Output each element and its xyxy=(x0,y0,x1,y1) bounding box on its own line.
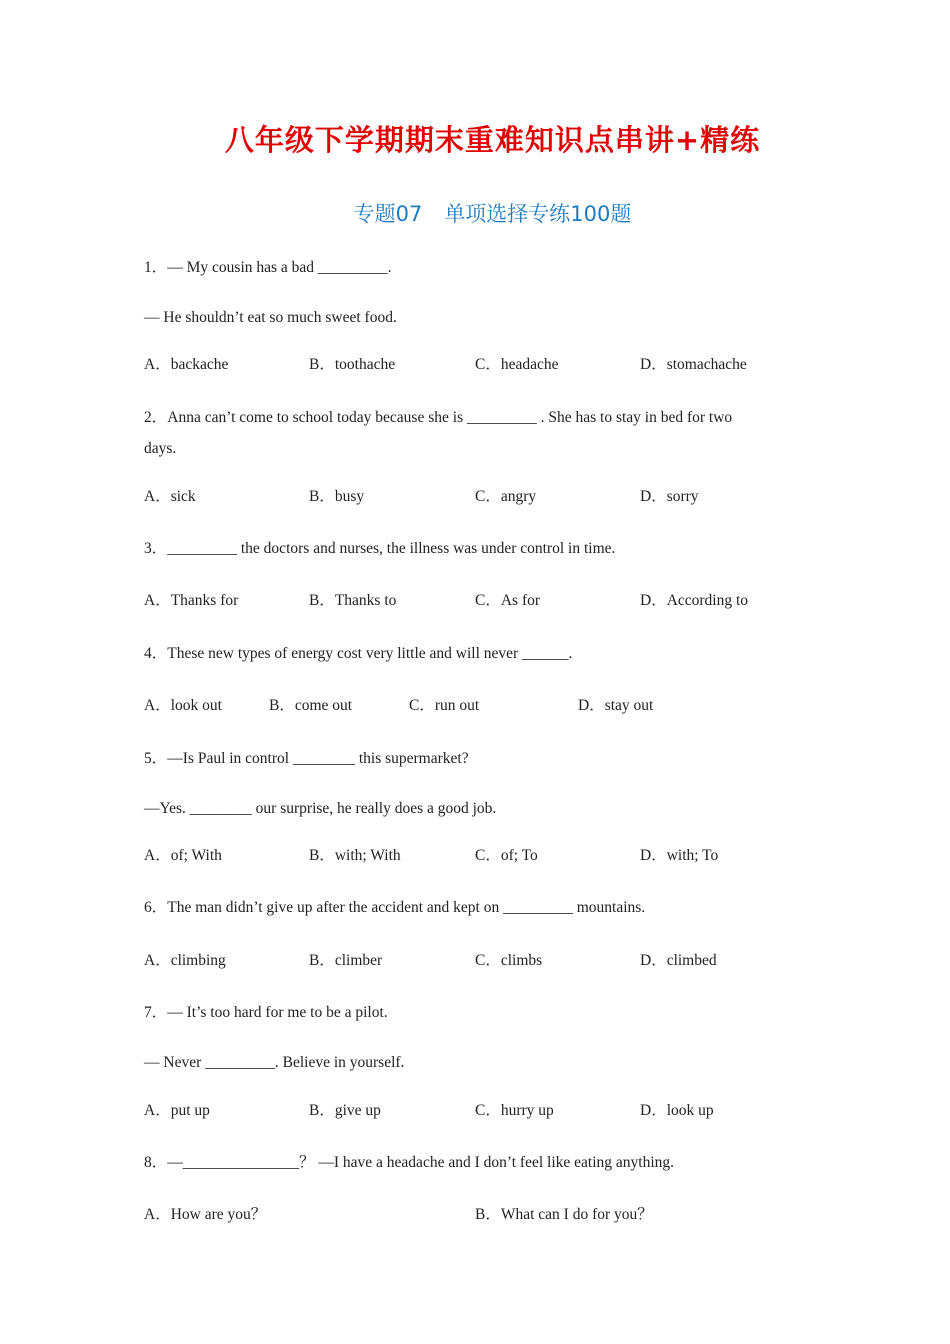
option-c: C．hurry up xyxy=(475,1102,554,1119)
option-b: B．with; With xyxy=(309,847,401,864)
option-c: C．As for xyxy=(475,592,541,609)
option-d: D．stomachache xyxy=(640,356,747,373)
question-line: 8．—_______________？ —I have a headache and I don’t feel like eating anything. xyxy=(144,1154,675,1171)
subtitle-topic-name: 单项选择专练100题 xyxy=(444,202,632,226)
question-line: —Yes. ________ our surprise, he really does a good job. xyxy=(144,800,497,817)
document-title: 八年级下学期期末重难知识点串讲+精练 xyxy=(224,123,761,157)
question-line: 4．These new types of energy cost very little and will never ______. xyxy=(144,645,573,662)
option-c: C．of; To xyxy=(475,847,538,864)
question-line: 1．— My cousin has a bad _________. xyxy=(144,259,392,276)
option-a: A．look out xyxy=(144,697,222,714)
option-a: A．How are you？ xyxy=(144,1206,267,1223)
option-b: B．What can I do for you？ xyxy=(475,1206,653,1223)
question-line: 3．_________ the doctors and nurses, the illness was under control in time. xyxy=(144,540,616,557)
option-b: B．come out xyxy=(269,697,353,714)
option-d: D．sorry xyxy=(640,488,699,505)
option-a: A．climbing xyxy=(144,952,226,969)
option-b: B．Thanks to xyxy=(309,592,397,609)
question-line: 2．Anna can’t come to school today because she is _________ . She has to stay in bed for two xyxy=(144,409,733,426)
option-a: A．backache xyxy=(144,356,229,373)
question-line: 5．—Is Paul in control ________ this supermarket? xyxy=(144,750,469,767)
subtitle-topic-number: 专题07 xyxy=(353,202,423,226)
option-b: B．busy xyxy=(309,488,365,505)
option-c: C．angry xyxy=(475,488,537,505)
option-b: B．climber xyxy=(309,952,383,969)
option-d: D．stay out xyxy=(578,697,654,714)
option-c: C．climbs xyxy=(475,952,543,969)
question-line: — He shouldn’t eat so much sweet food. xyxy=(144,309,397,326)
question-line: days. xyxy=(144,440,177,457)
option-b: B．toothache xyxy=(309,356,396,373)
option-d: D．climbed xyxy=(640,952,717,969)
option-a: A．put up xyxy=(144,1102,210,1119)
document-subtitle xyxy=(0,198,950,228)
option-d: D．with; To xyxy=(640,847,719,864)
option-b: B．give up xyxy=(309,1102,381,1119)
question-line: — Never _________. Believe in yourself. xyxy=(144,1054,405,1071)
question-line: 7．— It’s too hard for me to be a pilot. xyxy=(144,1004,388,1021)
option-c: C．run out xyxy=(409,697,480,714)
option-d: D．According to xyxy=(640,592,749,609)
option-a: A．sick xyxy=(144,488,196,505)
option-d: D．look up xyxy=(640,1102,714,1119)
option-a: A．Thanks for xyxy=(144,592,239,609)
option-a: A．of; With xyxy=(144,847,222,864)
option-c: C．headache xyxy=(475,356,559,373)
question-line: 6．The man didn’t give up after the accident and kept on _________ mountains. xyxy=(144,899,646,916)
